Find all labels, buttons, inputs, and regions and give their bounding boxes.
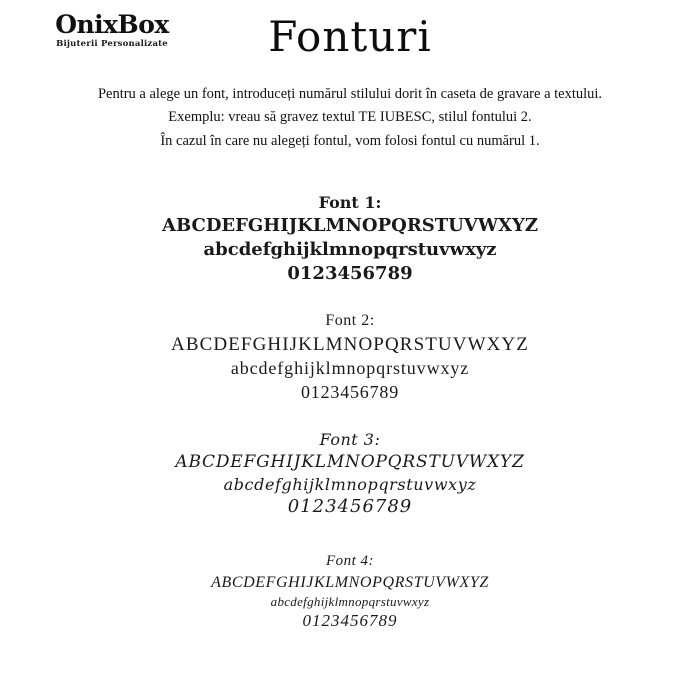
font-sample-2-label: Font 2: [325, 311, 375, 329]
font-sample-3-uppercase: ABCDEFGHIJKLMNOPQRSTUVWXYZ [175, 452, 525, 473]
font-sample-3-digits: 0123456789 [287, 495, 413, 517]
font-sample-2-uppercase: ABCDEFGHIJKLMNOPQRSTUVWXYZ [171, 333, 529, 355]
font-sample-4 [0, 553, 700, 633]
font-sample-1-lowercase: abcdefghijklmnopqrstuvwxyz [203, 239, 497, 261]
font-sample-2-lowercase: abcdefghijklmnopqrstuvwxyz [230, 357, 470, 378]
font-sample-2 [0, 312, 700, 405]
page-title: Fonturi [268, 12, 432, 61]
font-sample-4-digits: 0123456789 [302, 610, 398, 630]
font-sample-1-uppercase: ABCDEFGHIJKLMNOPQRSTUVWXYZ [161, 215, 539, 237]
font-sample-3-label: Font 3: [319, 430, 381, 450]
font-sample-3 [0, 430, 700, 518]
font-sample-1-digits: 0123456789 [287, 262, 413, 284]
font-sample-4-label: Font 4: [325, 552, 375, 569]
brand-logo[interactable] [22, 12, 202, 49]
font-sample-1 [0, 193, 700, 285]
instructions-block [0, 83, 700, 153]
instruction-line-2: Exemplu: vreau să gravez textul TE IUBESC, stilul fontului 2. [168, 109, 532, 126]
font-sample-2-digits: 0123456789 [301, 381, 399, 402]
brand-tagline: Bijuterii Personalizate [56, 39, 168, 50]
font-sample-list [0, 193, 700, 632]
font-sample-3-lowercase: abcdefghijklmnopqrstuvwxyz [223, 474, 477, 494]
font-sample-1-label: Font 1: [318, 193, 382, 213]
font-sample-4-lowercase: abcdefghijklmnopqrstuvwxyz [270, 593, 430, 609]
brand-name: OnixBox [55, 10, 169, 39]
font-sample-4-uppercase: ABCDEFGHIJKLMNOPQRSTUVWXYZ [211, 573, 489, 591]
instruction-line-1: Pentru a alege un font, introduceți numărul stilului dorit în caseta de gravare a textului. [97, 86, 603, 102]
instruction-line-3: În cazul în care nu alegeți fontul, vom folosi fontul cu numărul 1. [160, 132, 540, 149]
